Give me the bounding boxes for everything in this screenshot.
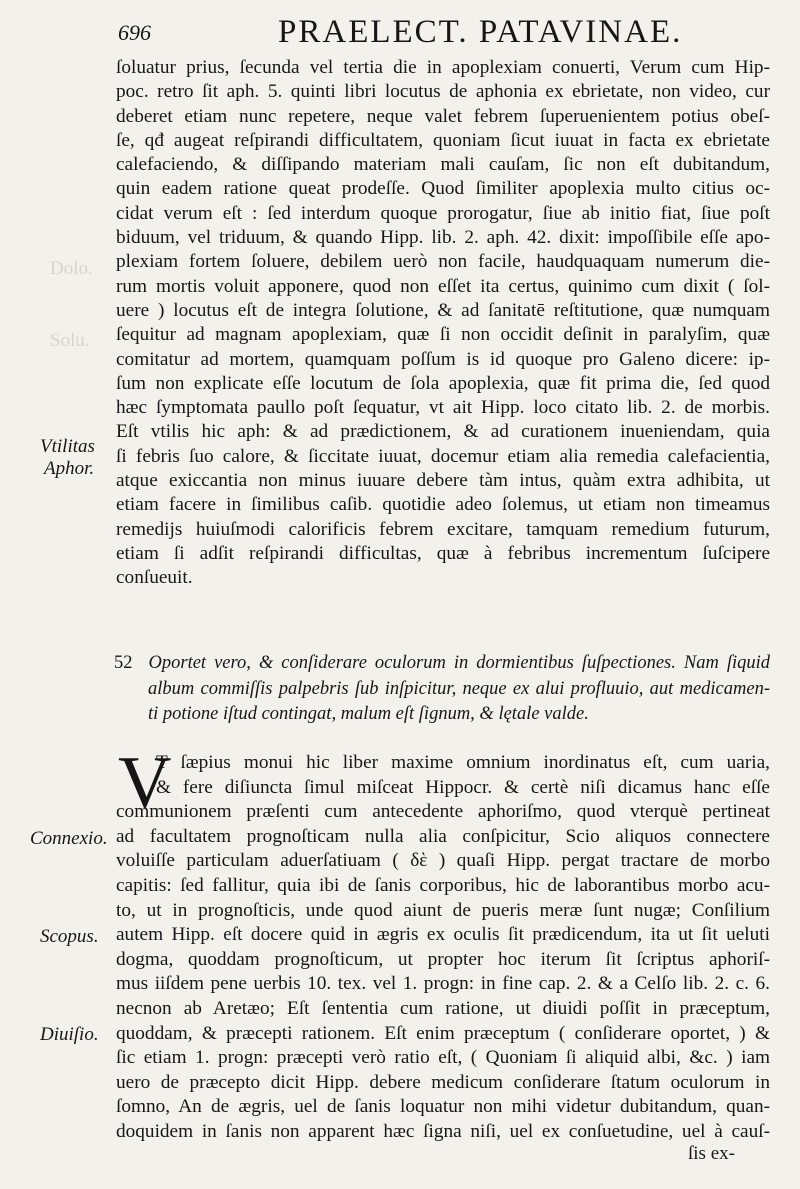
- text-line: etiam ſi adſit reſpirandi difficultas, quæ à febribus incrementum ſuſcipere: [116, 542, 770, 564]
- text-line: deberet etiam nunc repetere, neque valet febrem ſuperuenientem potius obeſ-: [116, 105, 770, 127]
- text-line: quoddam, & præcepti rationem. Eſt enim præceptum ( conſiderare oportet, ) &: [116, 1022, 770, 1044]
- aphorism-line: ti potione iſtud contingat, malum eſt ſignum, & lętale valde.: [148, 704, 589, 724]
- text-line: poc. retro ſit aph. 5. quinti libri locutus de aphonia ex ebrietate, non video, cur: [116, 81, 770, 103]
- text-line: ſe, qđ augeat reſpirandi difficultatem, quoniam ſicut iuuat in facta ex ebrietate: [116, 129, 770, 151]
- text-line: biduum, vel triduum, & quando Hipp. lib. 2. aph. 42. dixit: impoſſibile eſſe apo-: [116, 227, 770, 249]
- text-line: ad facultatem prognoſticam nulla alia conſpicitur, Scio aliquos connectere: [116, 825, 770, 847]
- aphorism-text: Oportet vero, & conſiderare oculorum in dormientibus ſuſpectiones. Nam ſiquid: [148, 653, 770, 673]
- show-through-text: Solu.: [50, 330, 90, 351]
- text-line: ſomno, An de ægris, uel de ſanis loquatur non mihi videtur dubitandum, quan-: [116, 1096, 770, 1118]
- text-line: plexiam fortem ſoluere, debilem uerò non facile, haudquaquam numerum die-: [116, 251, 770, 273]
- text-line: communionem præſenti cum antecedente aphoriſmo, quod vterquè pertineat: [116, 801, 770, 823]
- text-line: T ſæpius monui hic liber maxime omnium inordinatus eſt, cum uaria,: [156, 752, 770, 773]
- text-line: quin eadem ratione queat prodeſſe. Quod ſimiliter apoplexia multo citius oc-: [116, 178, 770, 200]
- text-line: uero de præcepto dicit Hipp. debere medicum conſiderare ſtatum oculorum in: [116, 1071, 770, 1093]
- margin-note-scopus: Scopus.: [40, 926, 99, 947]
- text-line: ſi febris ſuo calore, & ſiccitate iuuat, docemur etiam alia remedia calefacientia,: [116, 445, 770, 467]
- text-line: doquidem in ſanis non apparent hæc ſigna niſi, uel ex conſuetudine, uel à cauſ-: [116, 1120, 770, 1142]
- text-line: comitatur ad mortem, quamquam poſſum is id quoque pro Galeno dicere: ip-: [116, 348, 770, 370]
- aphorism-line: album commiſſis palpebris ſub inſpicitur, neque ex alui profluuio, aut medicamen-: [148, 678, 770, 699]
- text-line: to, ut in prognoſticis, unde quod aiunt de pueris meræ ſunt nugæ; Conſilium: [116, 899, 770, 921]
- text-line: capitis: ſed fallitur, quia ibi de ſanis corporibus, hic de laborantibus morbo acu-: [116, 874, 770, 896]
- text-line: rum mortis voluit apponere, quod non eſſet ita certus, quinimo cum dixit ( ſol-: [116, 275, 770, 297]
- running-title: PRAELECT. PATAVINAE.: [278, 14, 683, 50]
- text-line: ſequitur ad magnam apoplexiam, quæ ſi non occidit deſinit in paralyſim, quæ: [116, 324, 770, 346]
- margin-note-line: Vtilitas: [40, 436, 95, 457]
- text-line: uere ) locutus eſt de integra ſolutione, & ad ſanitatē reſtitutione, quæ numquam: [116, 299, 770, 321]
- aphorism-block: [116, 651, 770, 728]
- text-line: atque exiccantia non minus iuuare debere tàm intus, quàm extra adhibita, ut: [116, 470, 770, 492]
- margin-note-connexio: Connexio.: [30, 828, 108, 849]
- page-header: [118, 12, 778, 52]
- body-text: [116, 56, 770, 591]
- commentary-text: [116, 751, 770, 1145]
- page-number: 696: [118, 20, 151, 45]
- text-line: ſoluatur prius, ſecunda vel tertia die in apoplexiam conuerti, Verum cum Hip-: [116, 57, 770, 78]
- text-line: ſum non explicate eſſe locutum de ſola apoplexia, quæ fit prima die, ſed quod: [116, 372, 770, 394]
- text-line: cidat verum eſt : ſed interdum quoque prorogatur, ſiue ab initio fiat, ſiue poſt: [116, 202, 770, 224]
- catchword: ſis ex-: [688, 1143, 735, 1164]
- text-line: etiam facere in ſimilibus caſib. quotidie adeo ſolemus, ut etiam non timeamus: [116, 494, 770, 516]
- aphorism-line: [114, 651, 770, 677]
- text-line: remedijs huiuſmodi calorificis febrem excitare, tamquam remedium futurum,: [116, 518, 770, 540]
- text-line: autem Hipp. eſt docere quid in ægris ex oculis ſit prædicendum, ita ut ſit ueluti: [116, 924, 770, 946]
- text-line: necnon ab Aretæo; Eſt ſententia cum ratione, ut diuidi poſſit in præceptum,: [116, 997, 770, 1019]
- text-line: mus iiſdem pene uerbis 10. tex. vel 1. progn: in fine cap. 2. & a Celſo lib. 2. c. 6.: [116, 973, 770, 995]
- text-line: hæc ſymptomata paullo poſt ſequatur, vt ait Hipp. loco citato lib. 2. de morbis.: [116, 397, 770, 419]
- text-line: Eſt vtilis hic aph: & ad prædictionem, & ad curationem inueniendam, quia: [116, 421, 770, 443]
- text-line: & fere diſiuncta ſimul miſceat Hippocr. & certè niſi dicamus hanc eſſe: [156, 776, 770, 798]
- margin-note-line: Aphor.: [44, 458, 95, 479]
- text-line: calefaciendo, & diſſipando materiam mali cauſam, ſic non eſt dubitandum,: [116, 154, 770, 176]
- text-line: conſueuit.: [116, 567, 193, 589]
- text-line: dogma, quoddam prognoſticum, ut propter hoc iterum ſit ſcriptus aphoriſ-: [116, 948, 770, 970]
- text-line: ſic etiam 1. progn: præcepti verò ratio eſt, ( Quoniam ſi aliquid albi, &c. ) iam: [116, 1047, 770, 1069]
- show-through-text: Dolo.: [50, 258, 93, 279]
- text-line: voluiſſe particulam aduerſatiuam ( δὲ ) quaſi Hipp. pergat tractare de morbo: [116, 850, 770, 872]
- margin-note-diuisio: Diuiſio.: [40, 1024, 99, 1045]
- drop-capital: V: [118, 742, 172, 824]
- margin-note-utilitas: [40, 436, 95, 480]
- aphorism-number: 52: [114, 653, 133, 673]
